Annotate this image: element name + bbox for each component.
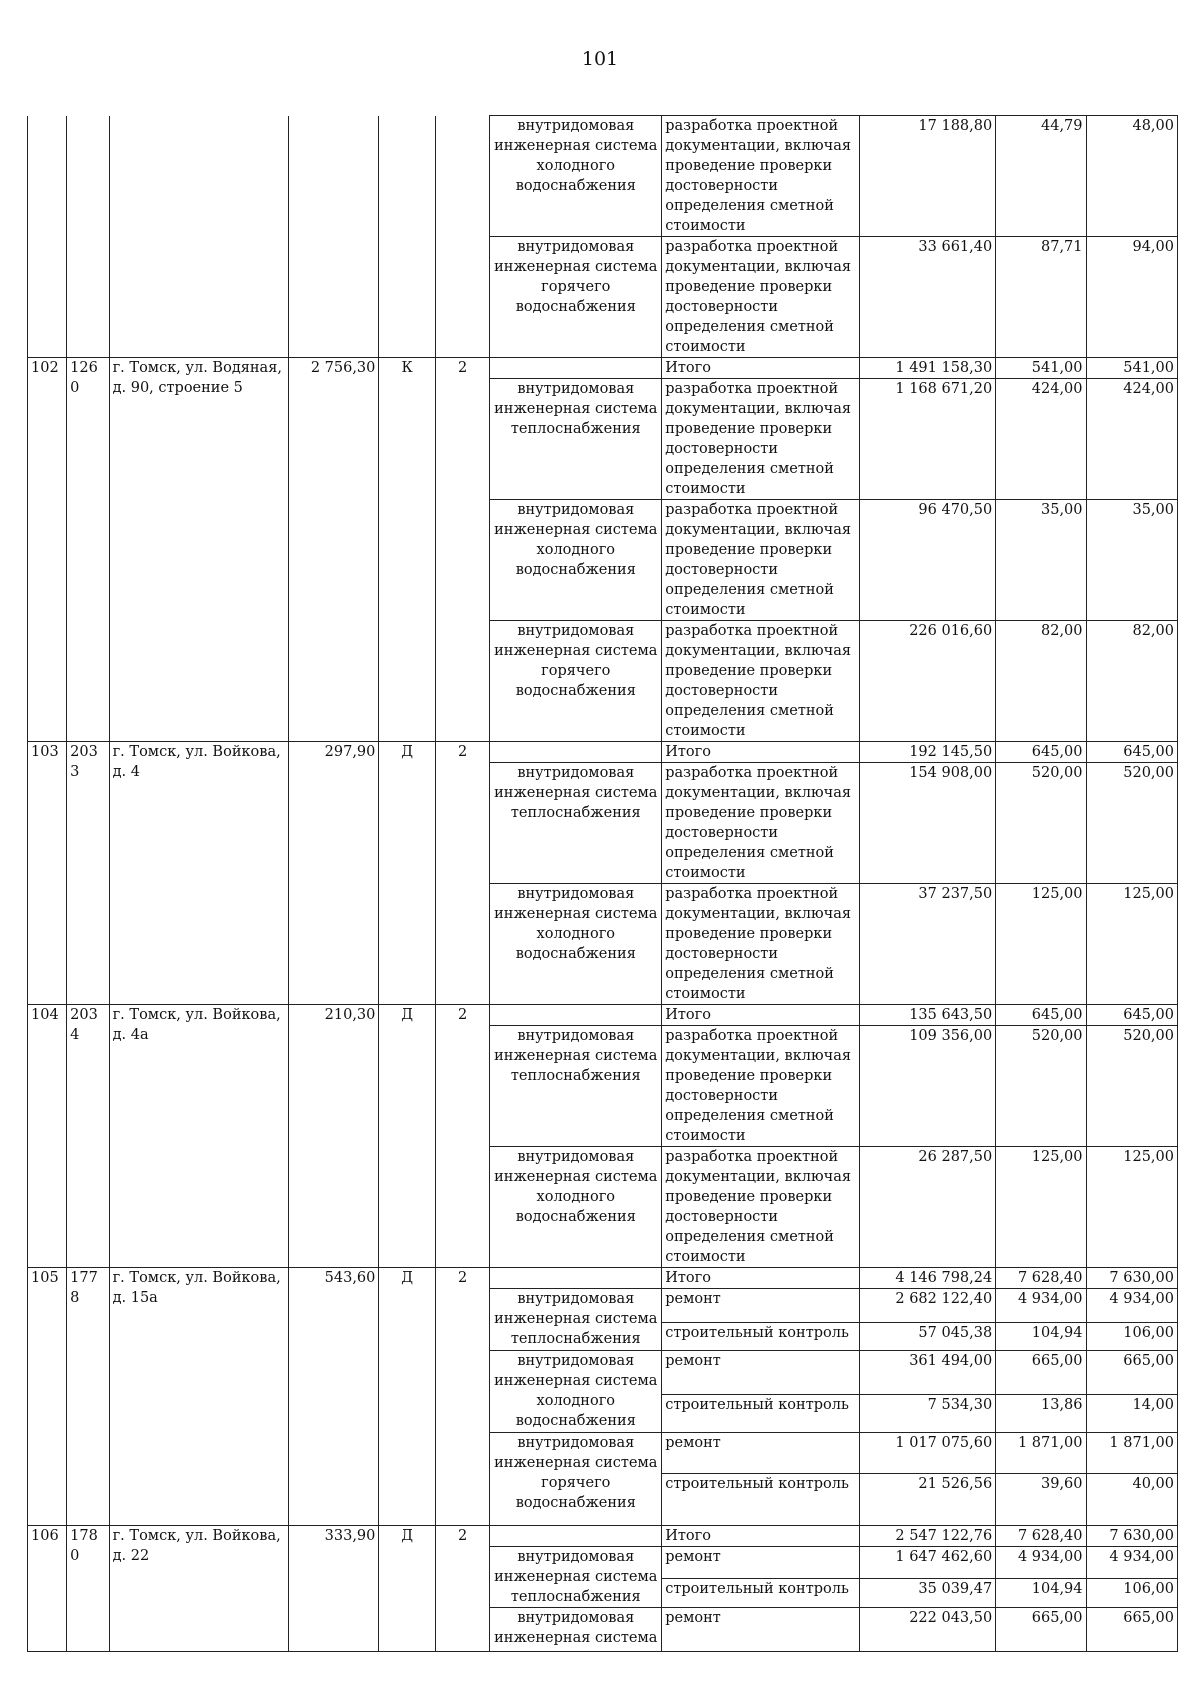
total-sum-cell: 192 145,50 — [860, 742, 996, 763]
limit-cost-cell: 4 934,00 — [1086, 1547, 1177, 1579]
method-cell: 2 — [435, 1268, 489, 1526]
sum-cell: 96 470,50 — [860, 500, 996, 621]
empty-cell — [379, 116, 436, 358]
unit-cost-cell: 104,94 — [996, 1323, 1086, 1351]
empty-cell — [67, 116, 109, 358]
limit-cost-cell: 665,00 — [1086, 1351, 1177, 1395]
method-cell: 2 — [435, 358, 489, 742]
sum-cell: 37 237,50 — [860, 884, 996, 1005]
row-number-cell: 105 — [28, 1268, 67, 1526]
type-cell: Д — [379, 742, 436, 1005]
unit-cost-cell: 520,00 — [996, 1026, 1086, 1147]
limit-cost-cell: 665,00 — [1086, 1608, 1177, 1652]
building-code-cell: 1778 — [67, 1268, 109, 1526]
unit-cost-cell: 665,00 — [996, 1608, 1086, 1652]
building-code-cell: 2033 — [67, 742, 109, 1005]
limit-cost-cell: 14,00 — [1086, 1395, 1177, 1433]
table-row — [28, 1268, 1178, 1289]
area-cell: 297,90 — [289, 742, 379, 1005]
type-cell: К — [379, 358, 436, 742]
unit-cost-cell: 125,00 — [996, 1147, 1086, 1268]
system-cell: внутридомовая инженерная система теплоснабжения — [490, 1026, 662, 1147]
work-type-cell: разработка проектной документации, включая проведение проверки достоверности определения сметной стоимости — [662, 1026, 860, 1147]
limit-cost-cell: 4 934,00 — [1086, 1289, 1177, 1323]
work-type-cell: ремонт — [662, 1608, 860, 1652]
unit-cost-cell: 125,00 — [996, 884, 1086, 1005]
system-cell — [490, 358, 662, 379]
work-type-cell: разработка проектной документации, включая проведение проверки достоверности определения сметной стоимости — [662, 763, 860, 884]
system-cell: внутридомовая инженерная система холодного водоснабжения — [490, 1147, 662, 1268]
system-cell: внутридомовая инженерная система холодного водоснабжения — [490, 884, 662, 1005]
method-cell: 2 — [435, 742, 489, 1005]
sum-cell: 109 356,00 — [860, 1026, 996, 1147]
system-cell: внутридомовая инженерная система горячего водоснабжения — [490, 1433, 662, 1526]
work-type-cell: разработка проектной документации, включая проведение проверки достоверности определения сметной стоимости — [662, 500, 860, 621]
unit-cost-cell: 665,00 — [996, 1351, 1086, 1395]
sum-cell: 33 661,40 — [860, 237, 996, 358]
address-cell: г. Томск, ул. Войкова, д. 15а — [109, 1268, 289, 1526]
limit-cost-cell: 520,00 — [1086, 763, 1177, 884]
total-sum-cell: 2 547 122,76 — [860, 1526, 996, 1547]
sum-cell: 35 039,47 — [860, 1579, 996, 1608]
work-type-cell: ремонт — [662, 1547, 860, 1579]
work-type-cell: разработка проектной документации, включая проведение проверки достоверности определения сметной стоимости — [662, 621, 860, 742]
system-cell: внутридомовая инженерная система — [490, 1608, 662, 1652]
sum-cell: 1 168 671,20 — [860, 379, 996, 500]
system-cell: внутридомовая инженерная система теплоснабжения — [490, 379, 662, 500]
unit-cost-cell: 7 628,40 — [996, 1526, 1086, 1547]
area-cell: 2 756,30 — [289, 358, 379, 742]
area-cell: 333,90 — [289, 1526, 379, 1652]
sum-cell: 361 494,00 — [860, 1351, 996, 1395]
sum-cell: 1 017 075,60 — [860, 1433, 996, 1474]
table-row — [28, 1526, 1178, 1547]
type-cell: Д — [379, 1268, 436, 1526]
limit-cost-cell: 541,00 — [1086, 358, 1177, 379]
system-cell: внутридомовая инженерная система теплоснабжения — [490, 1547, 662, 1608]
limit-cost-cell: 94,00 — [1086, 237, 1177, 358]
work-type-cell: разработка проектной документации, включая проведение проверки достоверности определения сметной стоимости — [662, 379, 860, 500]
sum-cell: 7 534,30 — [860, 1395, 996, 1433]
sum-cell: 1 647 462,60 — [860, 1547, 996, 1579]
total-label-cell: Итого — [662, 1268, 860, 1289]
area-cell: 210,30 — [289, 1005, 379, 1268]
table-row — [28, 358, 1178, 379]
limit-cost-cell: 125,00 — [1086, 1147, 1177, 1268]
unit-cost-cell: 82,00 — [996, 621, 1086, 742]
unit-cost-cell: 424,00 — [996, 379, 1086, 500]
total-label-cell: Итого — [662, 742, 860, 763]
method-cell: 2 — [435, 1005, 489, 1268]
empty-cell — [289, 116, 379, 358]
total-label-cell: Итого — [662, 1526, 860, 1547]
system-cell: внутридомовая инженерная система теплоснабжения — [490, 1289, 662, 1351]
limit-cost-cell: 82,00 — [1086, 621, 1177, 742]
system-cell: внутридомовая инженерная система холодного водоснабжения — [490, 500, 662, 621]
system-cell — [490, 1268, 662, 1289]
system-cell: внутридомовая инженерная система горячего водоснабжения — [490, 237, 662, 358]
limit-cost-cell: 645,00 — [1086, 742, 1177, 763]
sum-cell: 26 287,50 — [860, 1147, 996, 1268]
work-type-cell: строительный контроль — [662, 1579, 860, 1608]
unit-cost-cell: 1 871,00 — [996, 1433, 1086, 1474]
total-label-cell: Итого — [662, 1005, 860, 1026]
unit-cost-cell: 7 628,40 — [996, 1268, 1086, 1289]
sum-cell: 222 043,50 — [860, 1608, 996, 1652]
work-type-cell: ремонт — [662, 1433, 860, 1474]
work-type-cell: разработка проектной документации, включая проведение проверки достоверности определения сметной стоимости — [662, 116, 860, 237]
system-cell — [490, 1005, 662, 1026]
building-code-cell: 2034 — [67, 1005, 109, 1268]
method-cell: 2 — [435, 1526, 489, 1652]
building-code-cell: 1780 — [67, 1526, 109, 1652]
unit-cost-cell: 44,79 — [996, 116, 1086, 237]
unit-cost-cell: 645,00 — [996, 1005, 1086, 1026]
building-code-cell: 1260 — [67, 358, 109, 742]
limit-cost-cell: 520,00 — [1086, 1026, 1177, 1147]
work-type-cell: строительный контроль — [662, 1474, 860, 1526]
work-type-cell: ремонт — [662, 1289, 860, 1323]
unit-cost-cell: 645,00 — [996, 742, 1086, 763]
total-label-cell: Итого — [662, 358, 860, 379]
type-cell: Д — [379, 1005, 436, 1268]
table-row — [28, 116, 1178, 237]
sum-cell: 154 908,00 — [860, 763, 996, 884]
sum-cell: 57 045,38 — [860, 1323, 996, 1351]
limit-cost-cell: 35,00 — [1086, 500, 1177, 621]
unit-cost-cell: 35,00 — [996, 500, 1086, 621]
address-cell: г. Томск, ул. Войкова, д. 4а — [109, 1005, 289, 1268]
total-sum-cell: 1 491 158,30 — [860, 358, 996, 379]
unit-cost-cell: 4 934,00 — [996, 1547, 1086, 1579]
unit-cost-cell: 520,00 — [996, 763, 1086, 884]
empty-cell — [109, 116, 289, 358]
system-cell: внутридомовая инженерная система холодного водоснабжения — [490, 1351, 662, 1433]
table-row — [28, 1005, 1178, 1026]
page-number: 101 — [581, 48, 619, 70]
unit-cost-cell: 39,60 — [996, 1474, 1086, 1526]
work-type-cell: разработка проектной документации, включая проведение проверки достоверности определения сметной стоимости — [662, 237, 860, 358]
limit-cost-cell: 125,00 — [1086, 884, 1177, 1005]
row-number-cell: 102 — [28, 358, 67, 742]
limit-cost-cell: 424,00 — [1086, 379, 1177, 500]
sum-cell: 226 016,60 — [860, 621, 996, 742]
area-cell: 543,60 — [289, 1268, 379, 1526]
unit-cost-cell: 13,86 — [996, 1395, 1086, 1433]
unit-cost-cell: 104,94 — [996, 1579, 1086, 1608]
work-type-cell: разработка проектной документации, включая проведение проверки достоверности определения сметной стоимости — [662, 884, 860, 1005]
sum-cell: 2 682 122,40 — [860, 1289, 996, 1323]
work-type-cell: строительный контроль — [662, 1323, 860, 1351]
limit-cost-cell: 1 871,00 — [1086, 1433, 1177, 1474]
empty-cell — [435, 116, 489, 358]
work-type-cell: строительный контроль — [662, 1395, 860, 1433]
system-cell — [490, 742, 662, 763]
total-sum-cell: 135 643,50 — [860, 1005, 996, 1026]
system-cell: внутридомовая инженерная система холодного водоснабжения — [490, 116, 662, 237]
limit-cost-cell: 48,00 — [1086, 116, 1177, 237]
limit-cost-cell: 106,00 — [1086, 1579, 1177, 1608]
total-sum-cell: 4 146 798,24 — [860, 1268, 996, 1289]
work-type-cell: ремонт — [662, 1351, 860, 1395]
unit-cost-cell: 4 934,00 — [996, 1289, 1086, 1323]
limit-cost-cell: 7 630,00 — [1086, 1268, 1177, 1289]
row-number-cell: 104 — [28, 1005, 67, 1268]
table-row — [28, 742, 1178, 763]
address-cell: г. Томск, ул. Войкова, д. 4 — [109, 742, 289, 1005]
limit-cost-cell: 40,00 — [1086, 1474, 1177, 1526]
type-cell: Д — [379, 1526, 436, 1652]
address-cell: г. Томск, ул. Войкова, д. 22 — [109, 1526, 289, 1652]
address-cell: г. Томск, ул. Водяная, д. 90, строение 5 — [109, 358, 289, 742]
system-cell — [490, 1526, 662, 1547]
unit-cost-cell: 541,00 — [996, 358, 1086, 379]
row-number-cell: 106 — [28, 1526, 67, 1652]
limit-cost-cell: 7 630,00 — [1086, 1526, 1177, 1547]
limit-cost-cell: 645,00 — [1086, 1005, 1177, 1026]
sum-cell: 17 188,80 — [860, 116, 996, 237]
limit-cost-cell: 106,00 — [1086, 1323, 1177, 1351]
system-cell: внутридомовая инженерная система теплоснабжения — [490, 763, 662, 884]
unit-cost-cell: 87,71 — [996, 237, 1086, 358]
empty-cell — [28, 116, 67, 358]
work-type-cell: разработка проектной документации, включая проведение проверки достоверности определения сметной стоимости — [662, 1147, 860, 1268]
row-number-cell: 103 — [28, 742, 67, 1005]
sum-cell: 21 526,56 — [860, 1474, 996, 1526]
system-cell: внутридомовая инженерная система горячего водоснабжения — [490, 621, 662, 742]
capital-repair-table — [27, 115, 1178, 1652]
